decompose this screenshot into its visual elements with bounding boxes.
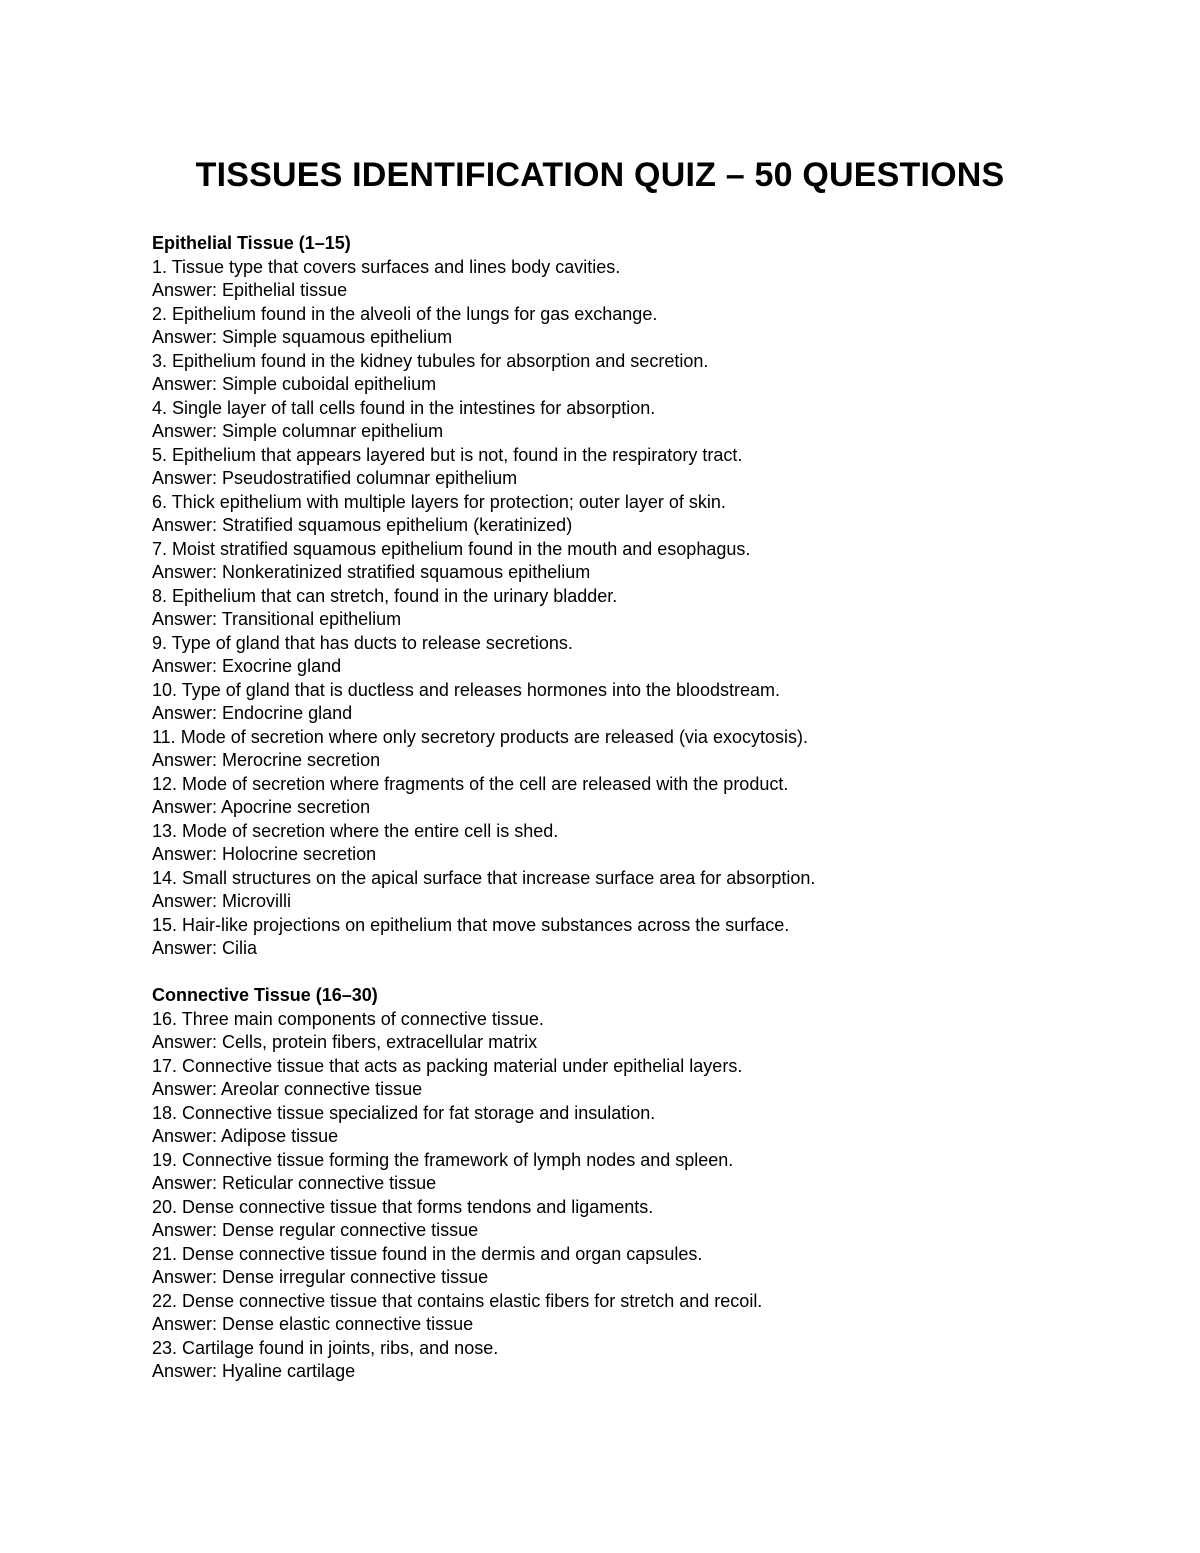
answer-text: Answer: Dense irregular connective tissue bbox=[152, 1267, 489, 1287]
answer-text: Answer: Stratified squamous epithelium (keratinized) bbox=[152, 515, 573, 535]
question-text: 17. Connective tissue that acts as packing material under epithelial layers. bbox=[152, 1055, 743, 1076]
section-heading: Epithelial Tissue (1–15) bbox=[152, 233, 351, 253]
question-text: 16. Three main components of connective tissue. bbox=[152, 1008, 544, 1029]
question-text: 22. Dense connective tissue that contains elastic fibers for stretch and recoil. bbox=[152, 1290, 763, 1311]
question-text: 3. Epithelium found in the kidney tubules for absorption and secretion. bbox=[152, 350, 709, 371]
question-text: 6. Thick epithelium with multiple layers for protection; outer layer of skin. bbox=[152, 491, 726, 512]
question-text: 19. Connective tissue forming the framework of lymph nodes and spleen. bbox=[152, 1149, 734, 1170]
question-text: 5. Epithelium that appears layered but is not, found in the respiratory tract. bbox=[152, 444, 743, 465]
answer-text: Answer: Pseudostratified columnar epithelium bbox=[152, 468, 518, 488]
quiz-section bbox=[152, 232, 1112, 961]
answer-text: Answer: Cells, protein fibers, extracellular matrix bbox=[152, 1032, 538, 1052]
answer-text: Answer: Apocrine secretion bbox=[152, 797, 371, 817]
question-text: 9. Type of gland that has ducts to release secretions. bbox=[152, 632, 573, 653]
question-text: 2. Epithelium found in the alveoli of the lungs for gas exchange. bbox=[152, 303, 658, 324]
quiz-section bbox=[152, 984, 1112, 1384]
page-title: TISSUES IDENTIFICATION QUIZ – 50 QUESTIONS bbox=[195, 156, 1005, 194]
answer-text: Answer: Cilia bbox=[152, 938, 258, 958]
section-spacer bbox=[152, 961, 1112, 985]
question-text: 7. Moist stratified squamous epithelium found in the mouth and esophagus. bbox=[152, 538, 751, 559]
answer-text: Answer: Nonkeratinized stratified squamous epithelium bbox=[152, 562, 591, 582]
answer-text: Answer: Areolar connective tissue bbox=[152, 1079, 423, 1099]
question-text: 14. Small structures on the apical surface that increase surface area for absorption. bbox=[152, 867, 816, 888]
question-text: 8. Epithelium that can stretch, found in the urinary bladder. bbox=[152, 585, 618, 606]
answer-text: Answer: Simple cuboidal epithelium bbox=[152, 374, 437, 394]
question-text: 23. Cartilage found in joints, ribs, and nose. bbox=[152, 1337, 499, 1358]
answer-text: Answer: Simple squamous epithelium bbox=[152, 327, 453, 347]
answer-text: Answer: Dense elastic connective tissue bbox=[152, 1314, 474, 1334]
question-text: 1. Tissue type that covers surfaces and lines body cavities. bbox=[152, 256, 621, 277]
answer-text: Answer: Transitional epithelium bbox=[152, 609, 402, 629]
answer-text: Answer: Reticular connective tissue bbox=[152, 1173, 437, 1193]
question-text: 20. Dense connective tissue that forms tendons and ligaments. bbox=[152, 1196, 654, 1217]
quiz-content bbox=[152, 232, 1112, 1384]
answer-text: Answer: Holocrine secretion bbox=[152, 844, 377, 864]
answer-text: Answer: Merocrine secretion bbox=[152, 750, 381, 770]
question-text: 21. Dense connective tissue found in the dermis and organ capsules. bbox=[152, 1243, 703, 1264]
question-text: 11. Mode of secretion where only secretory products are released (via exocytosis). bbox=[152, 726, 808, 747]
answer-text: Answer: Hyaline cartilage bbox=[152, 1361, 356, 1381]
answer-text: Answer: Endocrine gland bbox=[152, 703, 353, 723]
answer-text: Answer: Simple columnar epithelium bbox=[152, 421, 444, 441]
answer-text: Answer: Adipose tissue bbox=[152, 1126, 339, 1146]
question-text: 15. Hair-like projections on epithelium that move substances across the surface. bbox=[152, 914, 790, 935]
question-text: 13. Mode of secretion where the entire cell is shed. bbox=[152, 820, 559, 841]
answer-text: Answer: Microvilli bbox=[152, 891, 292, 911]
question-text: 10. Type of gland that is ductless and releases hormones into the bloodstream. bbox=[152, 679, 781, 700]
answer-text: Answer: Dense regular connective tissue bbox=[152, 1220, 479, 1240]
section-heading: Connective Tissue (16–30) bbox=[152, 985, 378, 1005]
question-text: 4. Single layer of tall cells found in the intestines for absorption. bbox=[152, 397, 656, 418]
question-text: 12. Mode of secretion where fragments of the cell are released with the product. bbox=[152, 773, 789, 794]
answer-text: Answer: Epithelial tissue bbox=[152, 280, 348, 300]
question-text: 18. Connective tissue specialized for fat storage and insulation. bbox=[152, 1102, 656, 1123]
answer-text: Answer: Exocrine gland bbox=[152, 656, 342, 676]
